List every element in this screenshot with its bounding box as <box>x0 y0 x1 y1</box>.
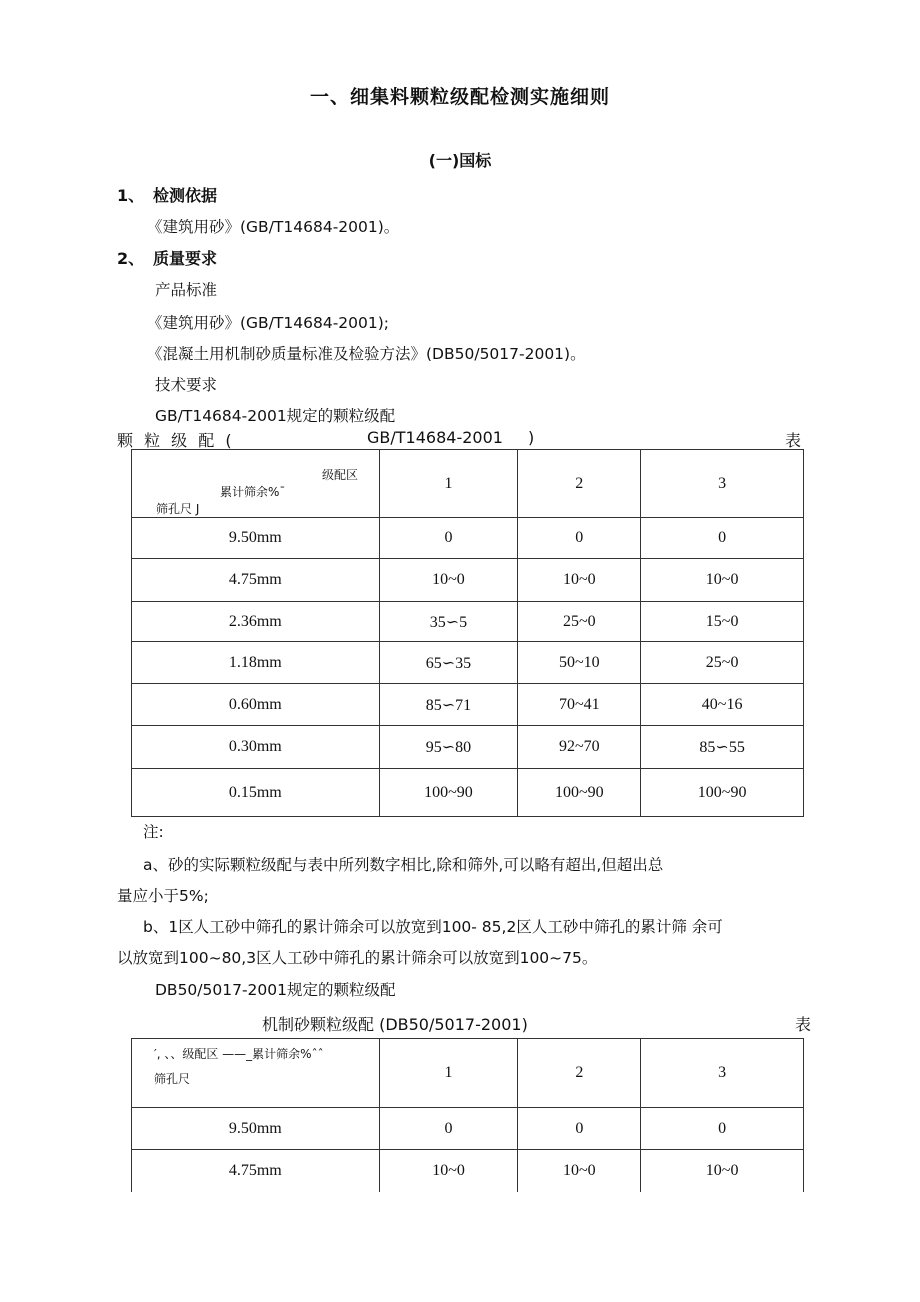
note-b-line2: 以放宽到100~80,3区人工砂中筛孔的累计筛余可以放宽到100~75。 <box>117 949 598 967</box>
gb-grading-line: GB/T14684-2001规定的颗粒级配 <box>155 407 396 425</box>
grading-table-2 <box>131 1038 804 1192</box>
table-cell: 10~0 <box>379 1150 518 1192</box>
table-cell: 0 <box>379 518 518 559</box>
table1-header-zone: 级配区 <box>322 468 359 482</box>
table2-caption-right: 表 <box>795 1015 812 1034</box>
table-cell: 40~16 <box>641 684 804 726</box>
table-cell: 1.18mm <box>132 642 380 684</box>
table-cell: 100~90 <box>518 769 641 817</box>
table-cell: 92~70 <box>518 726 641 769</box>
section1-number: 1、 <box>117 186 145 205</box>
notes-label: 注: <box>143 823 164 841</box>
table1-header-sieve: 筛孔尺 J <box>156 502 200 516</box>
table2-header-diagonal-cell <box>132 1039 380 1108</box>
section-subtitle: (一)国标 <box>428 151 492 170</box>
note-a-line1: a、砂的实际颗粒级配与表中所列数字相比,除和筛外,可以略有超出,但超出总 <box>143 856 664 874</box>
table1-header-cumulative: 累计筛余%ˉ <box>220 485 286 499</box>
table1-col-1: 1 <box>379 450 518 518</box>
table-cell: 85∽71 <box>379 684 518 726</box>
table-cell: 25~0 <box>518 602 641 642</box>
table-cell: 35∽5 <box>379 602 518 642</box>
table-cell: 0 <box>641 518 804 559</box>
table-cell: 15~0 <box>641 602 804 642</box>
table-cell: 10~0 <box>379 559 518 602</box>
table-cell: 0 <box>379 1108 518 1150</box>
page-title: 一、细集料颗粒级配检测实施细则 <box>309 86 610 108</box>
table-row <box>132 602 804 642</box>
note-a-line2: 量应小于5%; <box>117 887 209 905</box>
table-cell: 50~10 <box>518 642 641 684</box>
table-cell: 9.50mm <box>132 1108 380 1150</box>
table-cell: 85∽55 <box>641 726 804 769</box>
table-row <box>132 769 804 817</box>
section1-text: 《建筑用砂》(GB/T14684-2001)。 <box>147 218 400 236</box>
table-row <box>132 684 804 726</box>
table-cell: 4.75mm <box>132 559 380 602</box>
table2-header-line1: ′, 、、级配区 ——_累计筛余%ˆˆ <box>154 1047 324 1061</box>
table-row <box>132 1150 804 1192</box>
table-cell: 10~0 <box>641 559 804 602</box>
table-cell: 4.75mm <box>132 1150 380 1192</box>
table-cell: 0.30mm <box>132 726 380 769</box>
table-cell: 70~41 <box>518 684 641 726</box>
table-cell: 0.15mm <box>132 769 380 817</box>
table1-caption-code: GB/T14684-2001 <box>367 428 503 447</box>
table-cell: 9.50mm <box>132 518 380 559</box>
table1-header-diagonal-cell <box>132 450 380 518</box>
table-cell: 65∽35 <box>379 642 518 684</box>
db-grading-line: DB50/5017-2001规定的颗粒级配 <box>155 981 396 999</box>
table2-col-1: 1 <box>379 1039 518 1108</box>
table-cell: 25~0 <box>641 642 804 684</box>
standard-2: 《混凝土用机制砂质量标准及检验方法》(DB50/5017-2001)。 <box>147 345 586 363</box>
section1-heading: 检测依据 <box>153 186 218 205</box>
table1-caption-right: 表 <box>785 431 802 450</box>
table-cell: 95∽80 <box>379 726 518 769</box>
table-cell: 0 <box>641 1108 804 1150</box>
product-standard-label: 产品标准 <box>155 281 218 299</box>
table-cell: 100~90 <box>641 769 804 817</box>
note-b-line1: b、1区人工砂中筛孔的累计筛余可以放宽到100- 85,2区人工砂中筛孔的累计筛 余可 <box>143 918 723 936</box>
table2-col-2: 2 <box>518 1039 641 1108</box>
table-row <box>132 1108 804 1150</box>
table2-col-3: 3 <box>641 1039 804 1108</box>
table2-header-line2: 筛孔尺 <box>154 1072 191 1086</box>
section2-number: 2、 <box>117 249 145 268</box>
table1-caption-paren: ) <box>528 428 535 447</box>
standard-1: 《建筑用砂》(GB/T14684-2001); <box>147 314 389 332</box>
table-row <box>132 559 804 602</box>
grading-table-1 <box>131 449 804 817</box>
table1-caption-left: 颗 粒 级 配 ( <box>117 431 235 450</box>
technical-requirements-label: 技术要求 <box>155 376 218 394</box>
section2-heading: 质量要求 <box>153 249 218 268</box>
table2-caption: 机制砂颗粒级配 (DB50/5017-2001) <box>262 1015 528 1034</box>
table-cell: 2.36mm <box>132 602 380 642</box>
table-cell: 0 <box>518 1108 641 1150</box>
table-row <box>132 726 804 769</box>
table1-col-3: 3 <box>641 450 804 518</box>
table1-col-2: 2 <box>518 450 641 518</box>
table-cell: 0 <box>518 518 641 559</box>
table-cell: 10~0 <box>641 1150 804 1192</box>
table-cell: 10~0 <box>518 1150 641 1192</box>
table-cell: 10~0 <box>518 559 641 602</box>
table-cell: 0.60mm <box>132 684 380 726</box>
table-cell: 100~90 <box>379 769 518 817</box>
table-row <box>132 518 804 559</box>
table-row <box>132 642 804 684</box>
